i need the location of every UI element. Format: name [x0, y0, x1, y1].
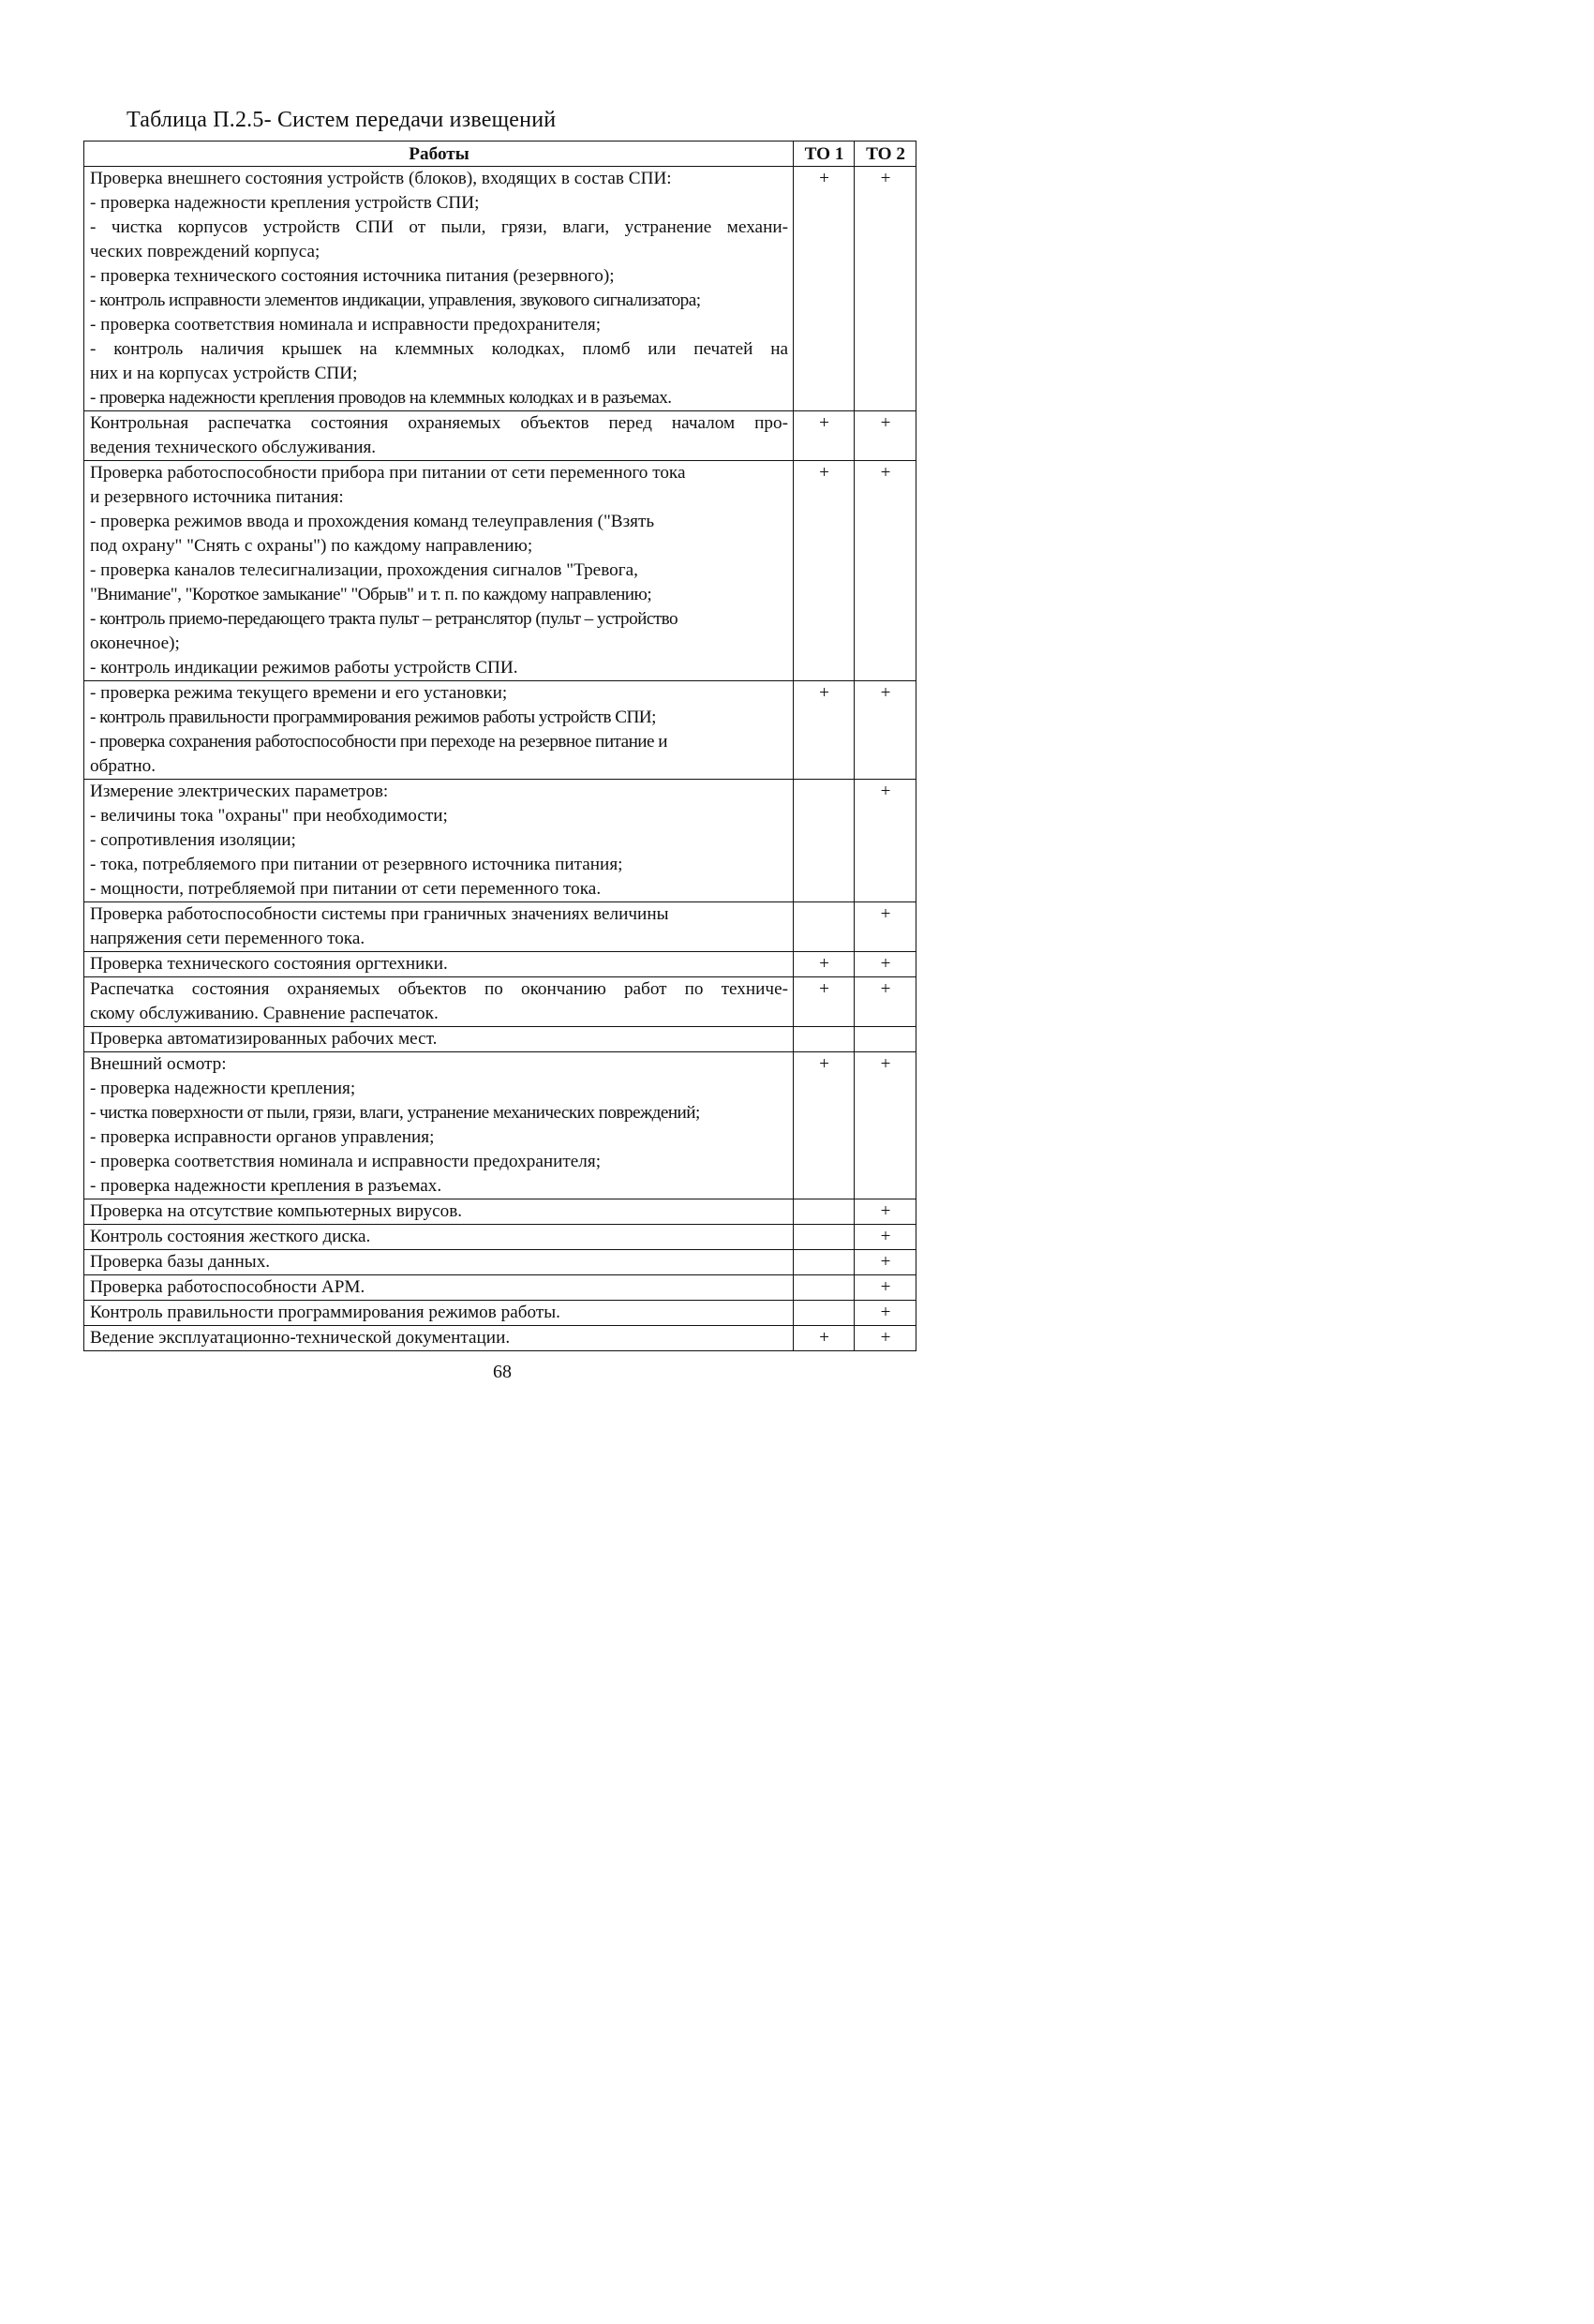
- table-row: [84, 1326, 916, 1351]
- work-description-line: под охрану" "Снять с охраны") по каждому направлению;: [90, 536, 533, 556]
- work-description-line: Измерение электрических параметров:: [90, 782, 389, 801]
- work-description-line: - проверка исправности органов управления;: [90, 1127, 435, 1147]
- work-description-line: - проверка надежности крепления в разъемах.: [90, 1176, 442, 1196]
- to1-mark-cell: +: [794, 411, 855, 461]
- work-description-line: - контроль правильности программирования режимов работы устройств СПИ;: [90, 708, 656, 727]
- table-row: [84, 167, 916, 411]
- table-row: [84, 1199, 916, 1225]
- work-description-cell: [84, 1027, 794, 1052]
- work-description-line: Проверка базы данных.: [90, 1252, 271, 1272]
- to2-mark-cell: +: [855, 461, 916, 681]
- work-description-line: - проверка технического состояния источника питания (резервного);: [90, 266, 615, 286]
- work-description-line: - проверка надежности крепления;: [90, 1079, 356, 1098]
- work-description-line: - проверка надежности крепления устройств СПИ;: [90, 193, 480, 213]
- work-description-line: - чистка поверхности от пыли, грязи, влаги, устранение механических повреждений;: [90, 1103, 700, 1123]
- work-description-line: - контроль наличия крышек на клеммных колодках, пломб или печатей на: [90, 339, 788, 359]
- work-description-line: - проверка соответствия номинала и исправности предохранителя;: [90, 1152, 602, 1171]
- to1-mark-cell: [794, 1199, 855, 1225]
- work-description-line: оконечное);: [90, 633, 180, 653]
- to2-mark-cell: +: [855, 977, 916, 1027]
- work-description-line: ведения технического обслуживания.: [90, 438, 377, 457]
- work-description-line: Контроль правильности программирования режимов работы.: [90, 1303, 560, 1322]
- work-description-line: - контроль индикации режимов работы устройств СПИ.: [90, 658, 518, 678]
- to2-mark-cell: +: [855, 1326, 916, 1351]
- column-header-to1: ТО 1: [794, 142, 855, 167]
- to2-mark-cell: [855, 1027, 916, 1052]
- work-description-line: и резервного источника питания:: [90, 487, 344, 507]
- column-header-works: Работы: [84, 142, 794, 167]
- to1-mark-cell: [794, 1027, 855, 1052]
- to2-mark-cell: +: [855, 1052, 916, 1199]
- table-header-row: [84, 142, 916, 167]
- work-description-cell: [84, 1225, 794, 1250]
- work-description-line: - тока, потребляемого при питании от резервного источника питания;: [90, 855, 623, 874]
- work-description-line: - контроль приемо-передающего тракта пульт – ретранслятор (пульт – устройство: [90, 609, 678, 629]
- work-description-line: - проверка режимов ввода и прохождения команд телеуправления ("Взять: [90, 512, 655, 531]
- maintenance-works-table: [83, 141, 916, 1351]
- work-description-line: - проверка сохранения работоспособности при переходе на резервное питание и: [90, 732, 667, 752]
- work-description-line: ческих повреждений корпуса;: [90, 242, 320, 261]
- work-description-line: обратно.: [90, 756, 156, 776]
- to2-mark-cell: +: [855, 411, 916, 461]
- table-row: [84, 681, 916, 780]
- table-row: [84, 1027, 916, 1052]
- work-description-line: - величины тока "охраны" при необходимости;: [90, 806, 448, 826]
- column-header-to2: ТО 2: [855, 142, 916, 167]
- work-description-line: Проверка работоспособности системы при граничных значениях величины: [90, 904, 669, 924]
- to1-mark-cell: +: [794, 681, 855, 780]
- work-description-cell: [84, 902, 794, 952]
- work-description-cell: [84, 952, 794, 977]
- to1-mark-cell: [794, 902, 855, 952]
- work-description-line: - проверка режима текущего времени и его установки;: [90, 683, 508, 703]
- to2-mark-cell: +: [855, 1199, 916, 1225]
- to1-mark-cell: [794, 1225, 855, 1250]
- table-row: [84, 1301, 916, 1326]
- table-row: [84, 1225, 916, 1250]
- work-description-cell: [84, 411, 794, 461]
- to1-mark-cell: +: [794, 461, 855, 681]
- work-description-line: Ведение эксплуатационно-технической документации.: [90, 1328, 511, 1348]
- work-description-cell: [84, 1326, 794, 1351]
- work-description-line: Проверка внешнего состояния устройств (блоков), входящих в состав СПИ:: [90, 169, 672, 188]
- to2-mark-cell: +: [855, 167, 916, 411]
- work-description-cell: [84, 1199, 794, 1225]
- table-row: [84, 411, 916, 461]
- to2-mark-cell: +: [855, 780, 916, 902]
- work-description-cell: [84, 1250, 794, 1275]
- to2-mark-cell: +: [855, 1225, 916, 1250]
- work-description-line: Проверка автоматизированных рабочих мест.: [90, 1029, 438, 1049]
- work-description-line: Проверка технического состояния оргтехники.: [90, 954, 448, 974]
- work-description-cell: [84, 167, 794, 411]
- work-description-cell: [84, 780, 794, 902]
- work-description-line: Проверка на отсутствие компьютерных вирусов.: [90, 1201, 463, 1221]
- work-description-line: напряжения сети переменного тока.: [90, 929, 365, 948]
- to2-mark-cell: +: [855, 902, 916, 952]
- work-description-line: Внешний осмотр:: [90, 1054, 227, 1074]
- to2-mark-cell: +: [855, 1301, 916, 1326]
- to2-mark-cell: +: [855, 1250, 916, 1275]
- work-description-line: "Внимание", "Короткое замыкание" "Обрыв" и т. п. по каждому направлению;: [90, 585, 652, 604]
- to1-mark-cell: [794, 1301, 855, 1326]
- to1-mark-cell: +: [794, 977, 855, 1027]
- work-description-line: - контроль исправности элементов индикации, управления, звукового сигнализатора;: [90, 290, 701, 310]
- work-description-line: - проверка каналов телесигнализации, прохождения сигналов "Тревога,: [90, 560, 638, 580]
- table-row: [84, 1250, 916, 1275]
- to1-mark-cell: +: [794, 1326, 855, 1351]
- table-row: [84, 902, 916, 952]
- table-row: [84, 952, 916, 977]
- table-row: [84, 1052, 916, 1199]
- to1-mark-cell: [794, 1275, 855, 1301]
- work-description-line: - сопротивления изоляции;: [90, 830, 296, 850]
- work-description-line: них и на корпусах устройств СПИ;: [90, 364, 358, 383]
- work-description-line: Распечатка состояния охраняемых объектов по окончанию работ по техниче-: [90, 979, 788, 999]
- to1-mark-cell: +: [794, 1052, 855, 1199]
- work-description-cell: [84, 1052, 794, 1199]
- work-description-cell: [84, 1275, 794, 1301]
- work-description-line: Контроль состояния жесткого диска.: [90, 1227, 371, 1246]
- work-description-line: Проверка работоспособности АРМ.: [90, 1277, 365, 1297]
- to1-mark-cell: +: [794, 952, 855, 977]
- to1-mark-cell: [794, 780, 855, 902]
- table-row: [84, 780, 916, 902]
- to2-mark-cell: +: [855, 952, 916, 977]
- table-row: [84, 977, 916, 1027]
- page-number: 68: [493, 1362, 512, 1382]
- work-description-line: - чистка корпусов устройств СПИ от пыли, грязи, влаги, устранение механи-: [90, 217, 788, 237]
- work-description-cell: [84, 977, 794, 1027]
- work-description-line: скому обслуживанию. Сравнение распечаток.: [90, 1004, 439, 1023]
- work-description-line: - проверка надежности крепления проводов на клеммных колодках и в разъемах.: [90, 388, 672, 408]
- to1-mark-cell: +: [794, 167, 855, 411]
- work-description-line: - проверка соответствия номинала и исправности предохранителя;: [90, 315, 602, 335]
- table-caption: Таблица П.2.5- Систем передачи извещений: [127, 108, 557, 132]
- to2-mark-cell: +: [855, 681, 916, 780]
- work-description-cell: [84, 461, 794, 681]
- work-description-line: Контрольная распечатка состояния охраняемых объектов перед началом про-: [90, 413, 788, 433]
- work-description-line: - мощности, потребляемой при питании от сети переменного тока.: [90, 879, 602, 899]
- work-description-line: Проверка работоспособности прибора при питании от сети переменного тока: [90, 463, 686, 483]
- table-row: [84, 1275, 916, 1301]
- to2-mark-cell: +: [855, 1275, 916, 1301]
- work-description-cell: [84, 681, 794, 780]
- to1-mark-cell: [794, 1250, 855, 1275]
- work-description-cell: [84, 1301, 794, 1326]
- table-row: [84, 461, 916, 681]
